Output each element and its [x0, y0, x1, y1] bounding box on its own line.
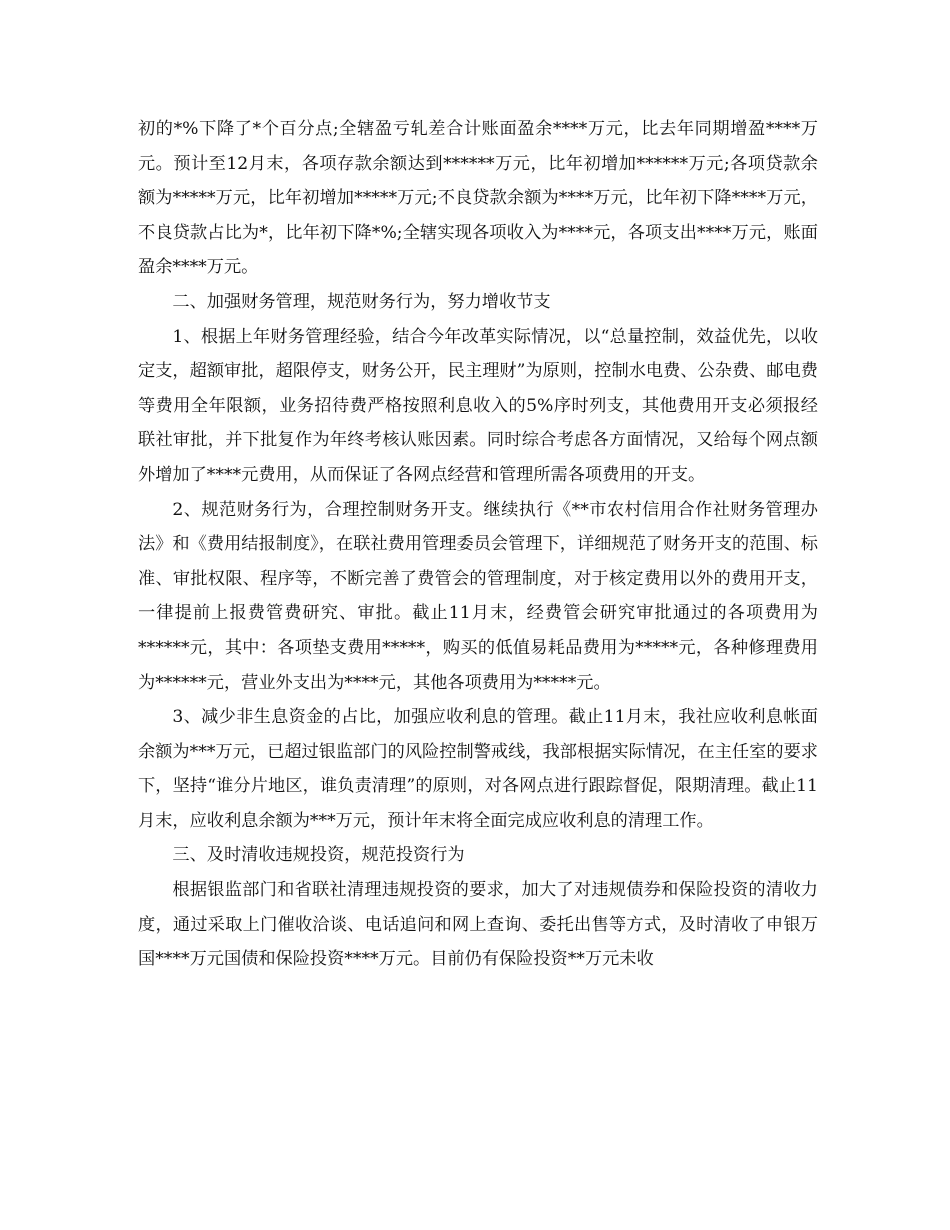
document-page — [138, 112, 818, 977]
section-heading-2: 二、加强财务管理，规范财务行为，努力增收节支 — [172, 291, 551, 312]
paragraph-3: 根据银监部门和省联社清理违规投资的要求，加大了对违规债券和保险投资的清收力度，通过采取上门催收洽谈、电话追问和网上查询、委托出售等方式，及时清收了申银万国****万元国债和保险投资****万元。目前仍有保险投资**万元未收 — [138, 880, 818, 970]
paragraph-1: 初的*%下降了*个百分点;全辖盈亏轧差合计账面盈余****万元，比去年同期增盈****万元。预计至12月末，各项存款余额达到******万元，比年初增加******万元;各项贷款余额为*****万元，比年初增加*****万元;不良贷款余额为****万元，比年初下降****万元，不良贷款占比为*，比年初下降*%;全辖实现各项收入为****元，各项支出****万元，账面盈余****万元。 — [138, 119, 818, 278]
paragraph-2-1: 1、根据上年财务管理经验，结合今年改革实际情况，以“总量控制，效益优先，以收定支，超额审批，超限停支，财务公开，民主理财”为原则，控制水电费、公杂费、邮电费等费用全年限额，业务招待费严格按照利息收入的5%序时列支，其他费用开支必须报经联社审批，并下批复作为年终考核认账因素。同时综合考虑各方面情况，又给每个网点额外增加了****元费用，从而保证了各网点经营和管理所需各项费用的开支。 — [138, 326, 818, 485]
paragraph-2-3: 3、减少非生息资金的占比，加强应收利息的管理。截止11月末，我社应收利息帐面余额为***万元，已超过银监部门的风险控制警戒线，我部根据实际情况，在主任室的要求下，坚持“谁分片地区，谁负责清理”的原则，对各网点进行跟踪督促，限期清理。截止11月末，应收利息余额为***万元，预计年末将全面完成应收利息的清理工作。 — [138, 707, 818, 831]
paragraph-2-2: 2、规范财务行为，合理控制财务开支。继续执行《**市农村信用合作社财务管理办法》和《费用结报制度》，在联社费用管理委员会管理下，详细规范了财务开支的范围、标准、审批权限、程序等，不断完善了费管会的管理制度，对于核定费用以外的费用开支，一律提前上报费管费研究、审批。截止11月末，经费管会研究审批通过的各项费用为******元，其中：各项垫支费用*****，购买的低值易耗品费用为*****元，各种修理费用为******元，营业外支出为****元，其他各项费用为*****元。 — [138, 499, 818, 693]
section-heading-3: 三、及时清收违规投资，规范投资行为 — [172, 845, 465, 866]
